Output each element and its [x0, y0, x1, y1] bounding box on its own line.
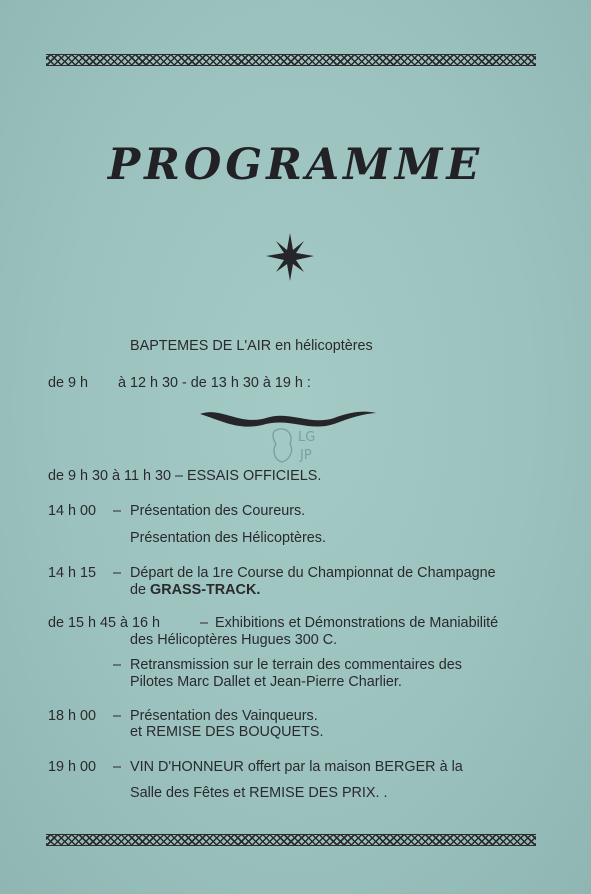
schedule-text-5: Présentation des Vainqueurs.: [130, 708, 318, 724]
schedule-time-4: de 15 h 45 à 16 h: [48, 615, 161, 631]
schedule-dash-3: –: [113, 565, 122, 581]
star-ornament-icon: [266, 233, 314, 281]
bottom-ornamental-border: [46, 834, 536, 846]
baptemes-heading: BAPTEMES DE L'AIR en hélicoptères: [130, 338, 373, 354]
schedule-text-3b: de GRASS-TRACK.: [130, 582, 261, 598]
schedule-dash-5: –: [113, 708, 122, 724]
schedule-text-4: Exhibitions et Démonstrations de Maniabilité: [215, 615, 499, 631]
top-ornamental-border: [46, 54, 536, 66]
schedule-dash-6: –: [113, 759, 122, 775]
schedule-time-1: de 9 h 30 à 11 h 30 – ESSAIS OFFICIELS.: [48, 468, 322, 484]
collector-stamp-watermark: [268, 426, 326, 470]
schedule-time-6: 19 h 00: [48, 759, 97, 775]
schedule-text-2: Présentation des Coureurs.: [130, 503, 306, 519]
hours-range: à 12 h 30 - de 13 h 30 à 19 h :: [118, 375, 311, 391]
schedule-time-3: 14 h 15: [48, 565, 97, 581]
programme-title: PROGRAMME: [107, 140, 484, 190]
hours-prefix: de 9 h: [48, 375, 89, 391]
stamp-face-icon: [268, 426, 298, 466]
schedule-text-3: Départ de la 1re Course du Championnat de Champagne: [130, 565, 496, 581]
schedule-text-6: VIN D'HONNEUR offert par la maison BERGER à la: [130, 759, 463, 775]
schedule-text-6b: Salle des Fêtes et REMISE DES PRIX. .: [130, 785, 388, 801]
schedule-subtext-4: Retransmission sur le terrain des commentaires des: [130, 657, 462, 673]
schedule-text-4b: des Hélicoptères Hugues 300 C.: [130, 632, 338, 648]
schedule-subtext-4b: Pilotes Marc Dallet et Jean-Pierre Charlier.: [130, 674, 402, 690]
schedule-time-2: 14 h 00: [48, 503, 97, 519]
schedule-text-5b: et REMISE DES BOUQUETS.: [130, 724, 324, 740]
stamp-letters-bottom: JP: [300, 448, 312, 463]
schedule-time-5: 18 h 00: [48, 708, 97, 724]
schedule-dash-4: –: [200, 615, 209, 631]
schedule-subdash-4: –: [113, 657, 122, 673]
stamp-letters-top: LG: [298, 430, 316, 445]
schedule-dash-2: –: [113, 503, 122, 519]
schedule-text-2b: Présentation des Hélicoptères.: [130, 530, 326, 546]
